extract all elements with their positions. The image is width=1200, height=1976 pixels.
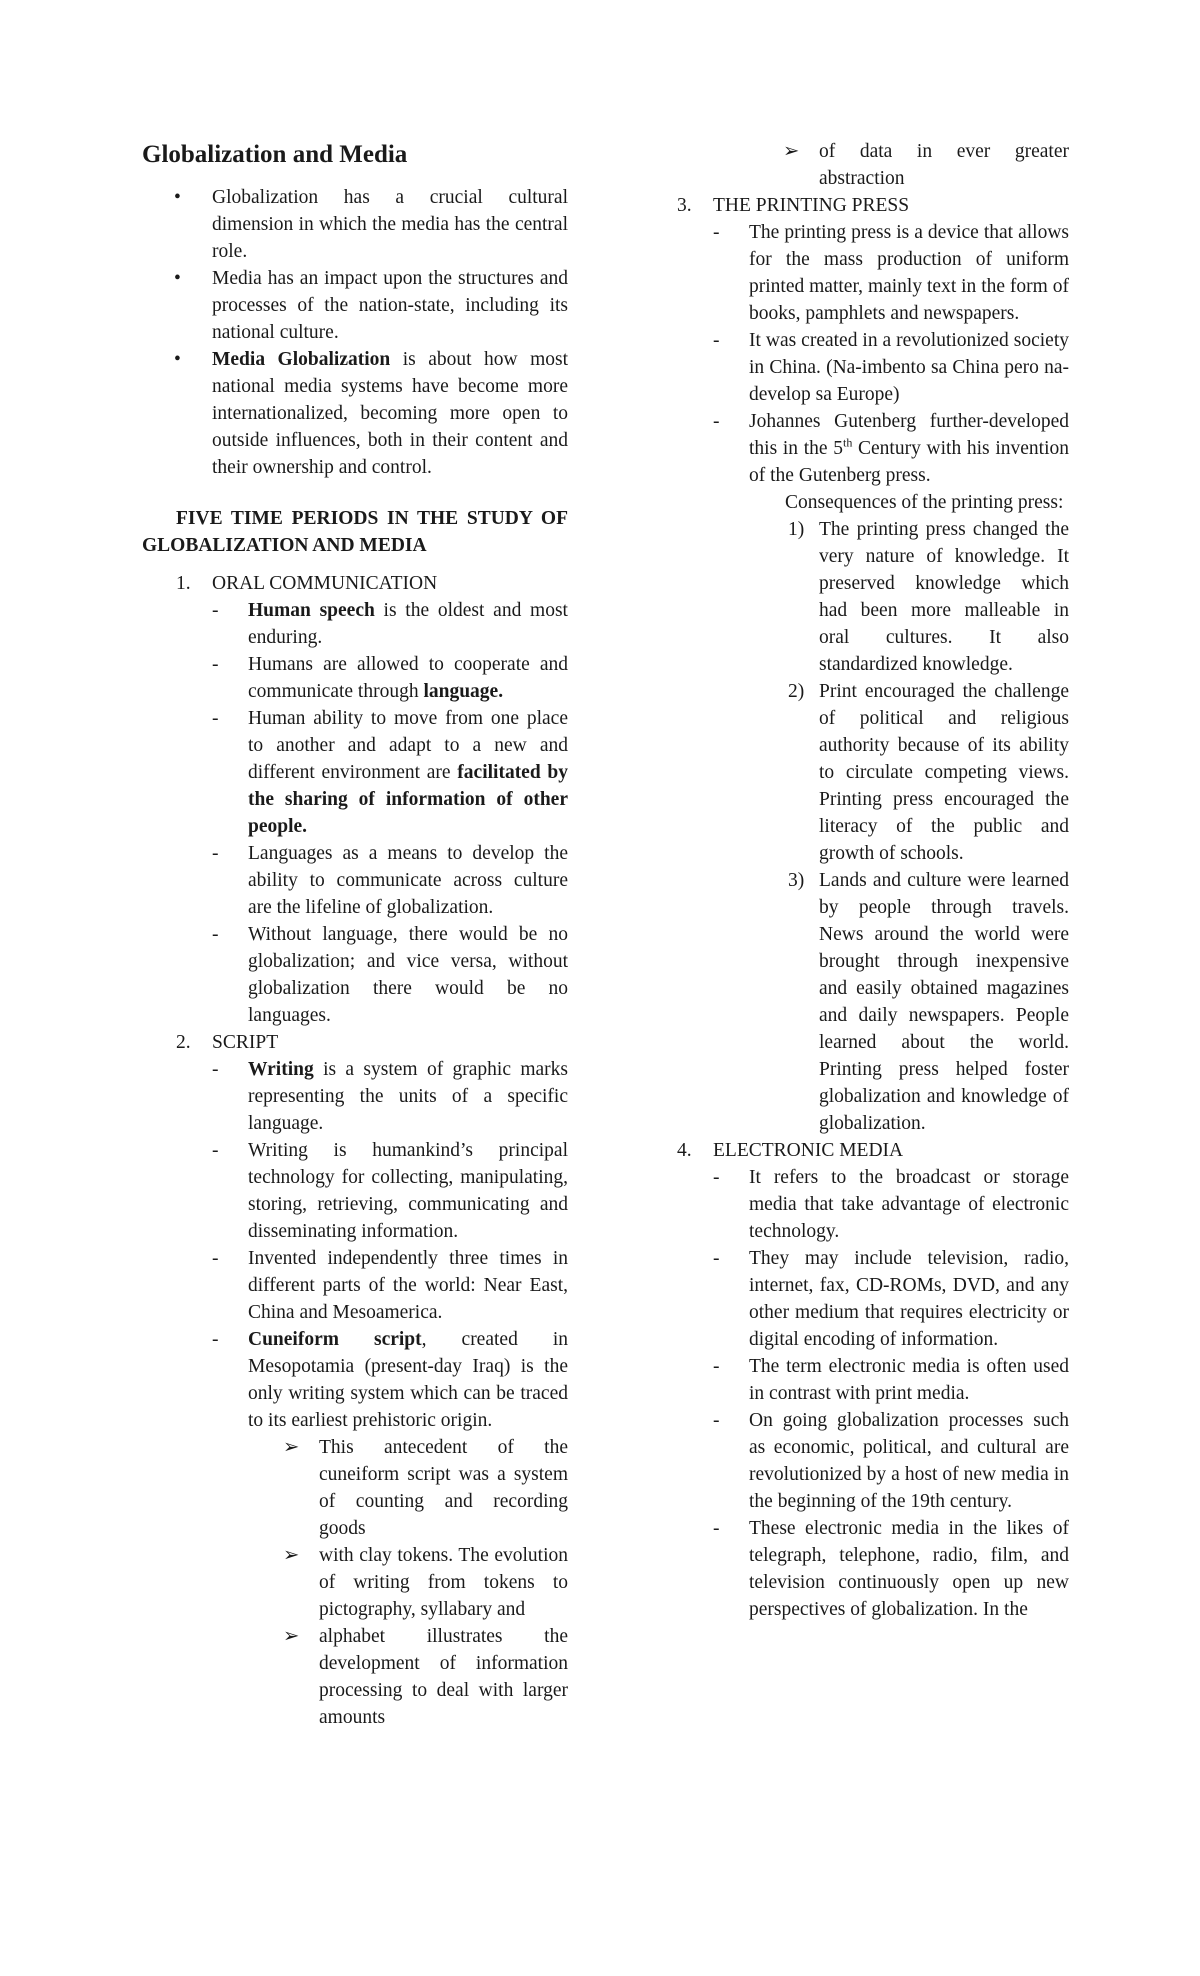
list-item: - They may include television, radio, internet, fax, CD-ROMs, DVD, and any other medium that requires electricity or digital encoding of information. bbox=[713, 1248, 1069, 1350]
arrow-bullet-icon: ➢ bbox=[283, 1626, 300, 1647]
intro-list bbox=[142, 184, 568, 481]
list-item: • Media Globalization is about how most national media systems have become more internationalized, becoming more open to outside influences, both in their content and their ownership and control. bbox=[142, 346, 568, 481]
list-item: - Human ability to move from one place to another and adapt to a new and different environment are facilitated by the sharing of information of other people. bbox=[212, 708, 568, 837]
document-title: Globalization and Media bbox=[142, 141, 408, 168]
list-item: ➢ with clay tokens. The evolution of writing from tokens to pictography, syllabary and bbox=[142, 1542, 568, 1623]
consequences-heading: Consequences of the printing press: bbox=[785, 492, 1064, 513]
arrow-bullet-icon: ➢ bbox=[783, 141, 800, 162]
list-item: - Without language, there would be no globalization; and vice versa, without globalization there would be no languages. bbox=[212, 924, 568, 1026]
list-item: • Globalization has a crucial cultural dimension in which the media has the central role. bbox=[142, 184, 568, 265]
bullet-icon: • bbox=[174, 349, 181, 370]
list-item: - It refers to the broadcast or storage media that take advantage of electronic technology. bbox=[713, 1167, 1069, 1242]
list-item: 2) Print encouraged the challenge of political and religious authority because of its ability to circulate competing views. Printing press encouraged the literacy of the public and growth of schools. bbox=[788, 681, 1069, 864]
list-item: ➢ This antecedent of the cuneiform script was a system of counting and recording goods bbox=[142, 1434, 568, 1542]
list-item: 3) Lands and culture were learned by people through travels. News around the world were brought through inexpensive and easily obtained magazines and daily newspapers. People learned about the world. Printing press helped foster globalization and knowledge of globalization. bbox=[788, 870, 1069, 1134]
list-item: ➢ alphabet illustrates the development of information processing to deal with larger amounts bbox=[142, 1623, 568, 1731]
list-item: - On going globalization processes such as economic, political, and cultural are revolutionized by a host of new media in the beginning of the 19th century. bbox=[713, 1410, 1069, 1512]
list-item: 1) The printing press changed the very nature of knowledge. It preserved knowledge which had been more malleable in oral cultures. It also standardized knowledge. bbox=[788, 519, 1069, 675]
arrow-bullet-icon: ➢ bbox=[283, 1437, 300, 1458]
list-item: - Cuneiform script, created in Mesopotamia (present-day Iraq) is the only writing system which can be traced to its earliest prehistoric origin. bbox=[212, 1329, 568, 1431]
left-column bbox=[142, 138, 568, 1731]
section-heading: FIVE TIME PERIODS IN THE STUDY OF GLOBALIZATION AND MEDIA bbox=[142, 508, 568, 556]
list-item: - These electronic media in the likes of telegraph, telephone, radio, film, and television continuously open up new perspectives of globalization. In the bbox=[713, 1518, 1069, 1620]
list-item: - Invented independently three times in different parts of the world: Near East, China and Mesoamerica. bbox=[212, 1248, 568, 1323]
list-item: - Human speech is the oldest and most enduring. bbox=[212, 600, 568, 648]
bullet-icon: • bbox=[174, 187, 181, 208]
list-item: - Writing is humankind’s principal technology for collecting, manipulating, storing, retrieving, communicating and disseminating information. bbox=[212, 1140, 568, 1242]
list-item: - Writing is a system of graphic marks representing the units of a specific language. bbox=[212, 1059, 568, 1134]
list-item: - Humans are allowed to cooperate and communicate through language. bbox=[212, 654, 568, 702]
right-column bbox=[677, 138, 1069, 1623]
list-item: - The printing press is a device that allows for the mass production of uniform printed matter, mainly text in the form of books, pamphlets and newspapers. bbox=[713, 222, 1069, 324]
list-item: - Languages as a means to develop the ability to communicate across culture are the lifeline of globalization. bbox=[212, 843, 568, 918]
list-item: - Johannes Gutenberg further-developed this in the 5th Century with his invention of the Gutenberg press. bbox=[713, 411, 1069, 486]
bullet-icon: • bbox=[174, 268, 181, 289]
list-item: - It was created in a revolutionized society in China. (Na-imbento sa China pero na-develop sa Europe) bbox=[713, 330, 1069, 405]
arrow-bullet-icon: ➢ bbox=[283, 1545, 300, 1566]
list-item: - The term electronic media is often used in contrast with print media. bbox=[713, 1356, 1069, 1404]
list-item: ➢ of data in ever greater abstraction bbox=[677, 138, 1069, 192]
section-3-title: 3. THE PRINTING PRESS bbox=[677, 195, 910, 216]
section-1-title: 1. ORAL COMMUNICATION bbox=[176, 573, 438, 594]
list-item: • Media has an impact upon the structures and processes of the nation-state, including its national culture. bbox=[142, 265, 568, 346]
section-4-title: 4. ELECTRONIC MEDIA bbox=[677, 1140, 904, 1161]
section-2-title: 2. SCRIPT bbox=[176, 1032, 279, 1053]
